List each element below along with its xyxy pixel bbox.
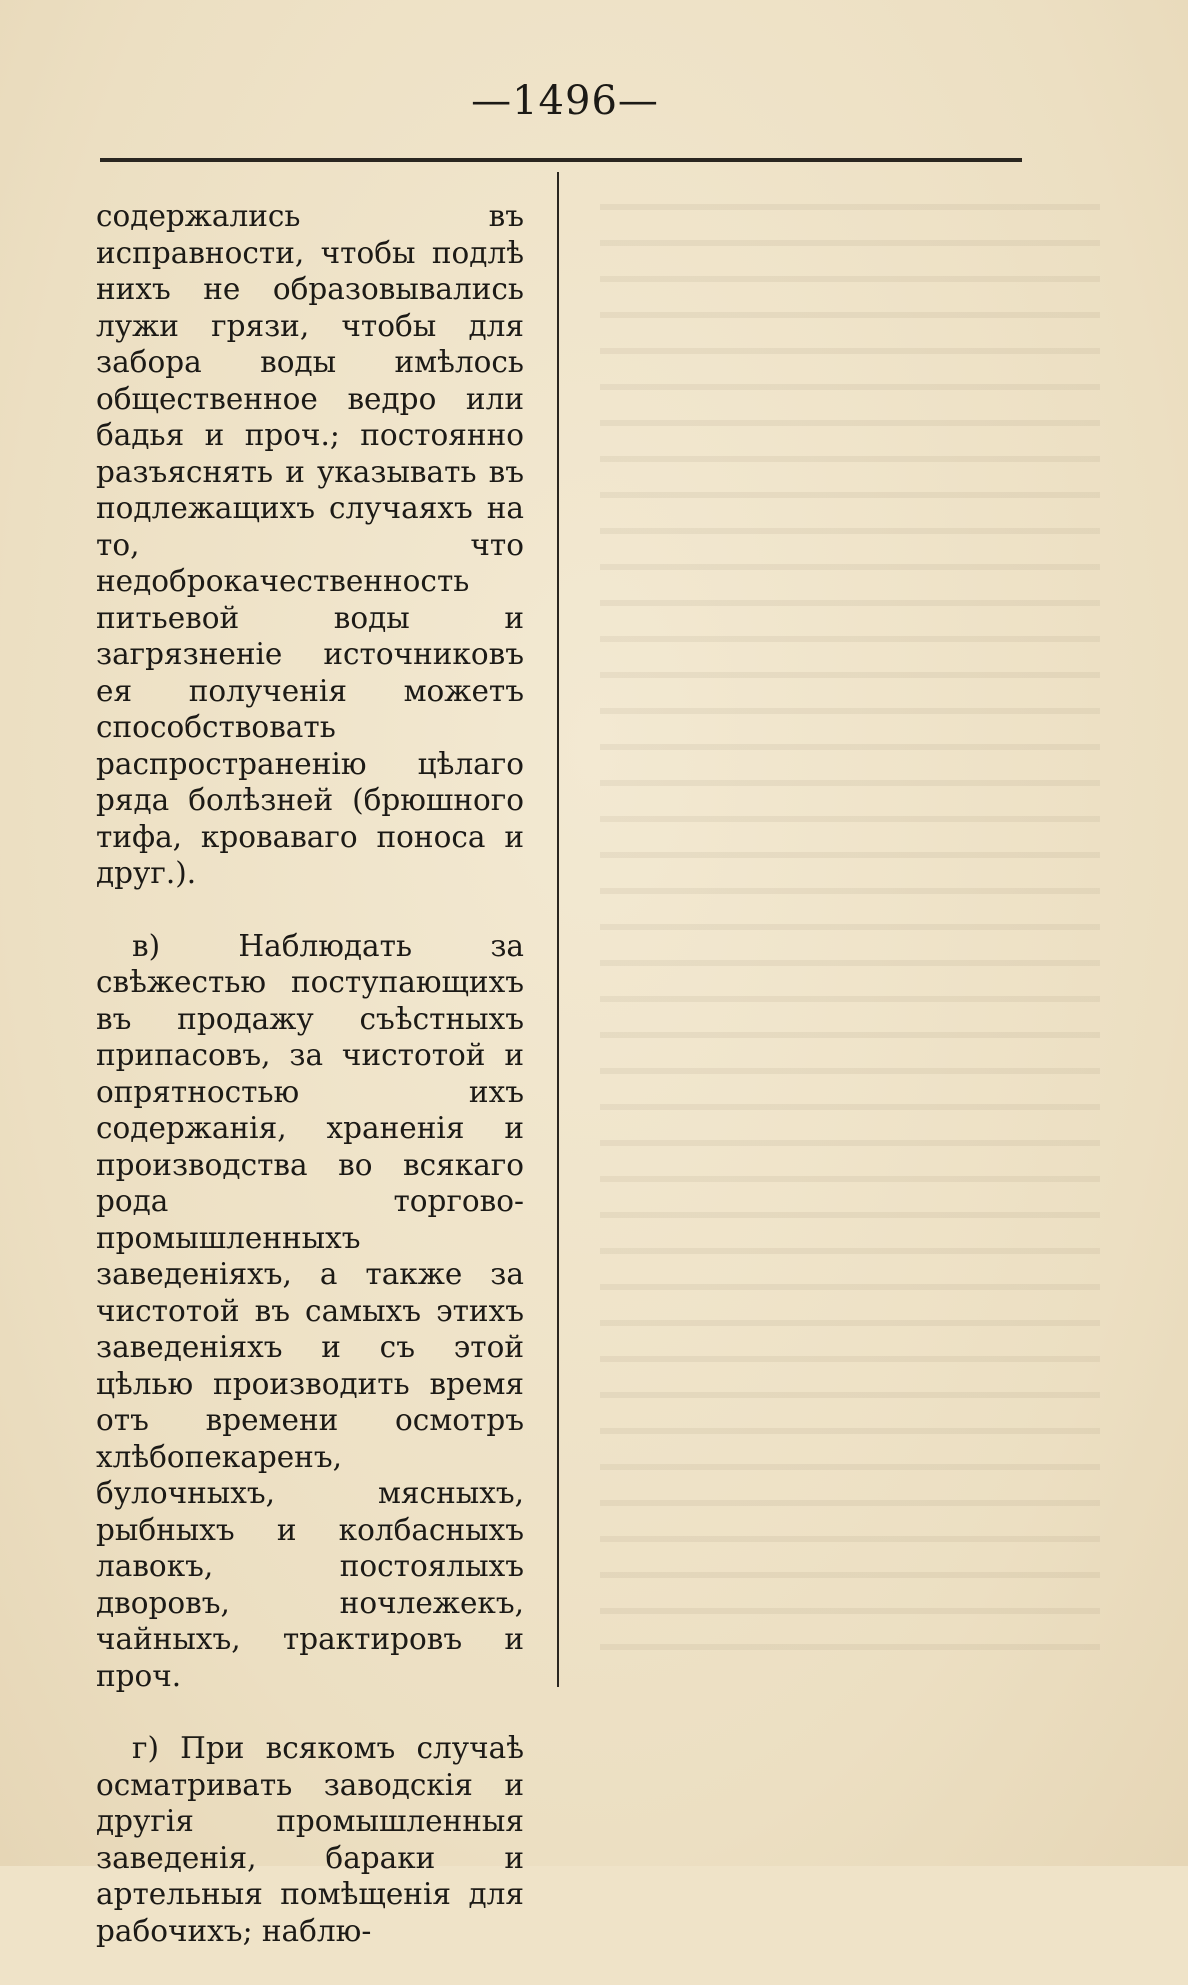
paragraph: г) При всякомъ случаѣ осматривать заводскія и другія промышленныя заведенія, бараки и артельныя помѣщенія для рабочихъ; наблю- — [96, 1731, 524, 1948]
paragraph: в) Наблюдать за свѣжестью поступающихъ въ продажу съѣстныхъ припасовъ, за чистотой и опрятностью ихъ содержанія, храненія и производства во всякаго рода торгово-промышленныхъ заведеніяхъ, а также за чистотой въ самыхъ этихъ заведеніяхъ и съ этой цѣлью производить время отъ времени осмотръ хлѣбопекаренъ, булочныхъ, мясныхъ, рыбныхъ и колбасныхъ лавокъ, постоялыхъ дворовъ, ночлежекъ, чайныхъ, трактировъ и проч. — [96, 928, 524, 1693]
paragraph: содержались въ исправности, чтобы подлѣ нихъ не образовывались лужи грязи, чтобы для забора воды имѣлось общественное ведро или бадья и проч.; постоянно разъяснять и указывать въ подлежащихъ случаяхъ на то, что недоброкачественность питьевой воды и загрязненіе источниковъ ея полученія можетъ способствовать распространенію цѣлаго ряда болѣзней (брюшного тифа, кроваваго поноса и друг.). — [96, 199, 524, 890]
show-through-text — [600, 180, 1100, 1680]
header-rule — [100, 158, 1022, 162]
column-divider — [557, 172, 559, 1687]
text-column — [96, 198, 524, 1985]
page-number: —1496— — [471, 78, 659, 124]
